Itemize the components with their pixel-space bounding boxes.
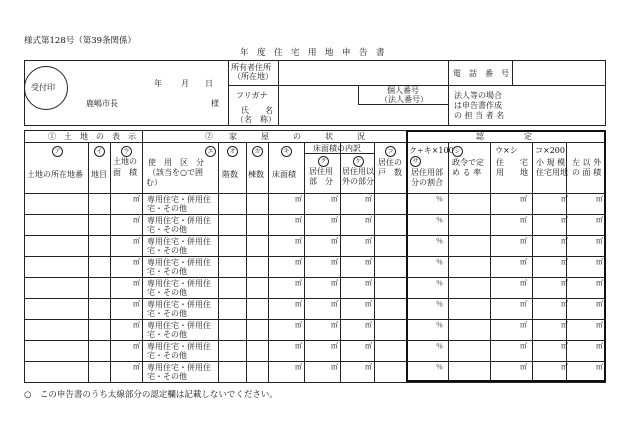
date-month: 月 xyxy=(181,79,189,88)
unit-ku: ㎡ xyxy=(331,216,338,224)
unit-ki: ㎡ xyxy=(295,237,302,245)
col-u-mark: ウ xyxy=(121,146,132,157)
unit-ke: ㎡ xyxy=(365,195,372,203)
section-house: ② 家 屋 の 状 況 xyxy=(205,132,365,141)
unit-u: ㎡ xyxy=(133,321,140,329)
form-label: 様式第128号（第39条関係） xyxy=(24,36,137,46)
table-row-line xyxy=(24,298,606,299)
col-ka-mark: カ xyxy=(252,146,263,157)
table-row-line xyxy=(24,235,606,236)
usage-option: 専用住宅・併用住 xyxy=(147,195,211,204)
col-sa-mark: サ xyxy=(410,156,421,167)
usage-option: 専用住宅・併用住 xyxy=(147,237,211,246)
table-bottom xyxy=(24,382,606,383)
unit-se: ㎡ xyxy=(561,195,568,203)
section-sep-1 xyxy=(142,130,143,142)
unit-se: ㎡ xyxy=(561,237,568,245)
unit-ku: ㎡ xyxy=(331,363,338,371)
col-ko-mark: コ xyxy=(385,146,396,157)
unit-ki: ㎡ xyxy=(295,258,302,266)
unit-su: ㎡ xyxy=(520,237,527,245)
col-shi-label-2: め る 率 xyxy=(452,168,482,177)
unit-sa: ％ xyxy=(436,300,443,308)
unit-se: ㎡ xyxy=(561,279,568,287)
col-line xyxy=(340,142,341,382)
unit-ki: ㎡ xyxy=(295,216,302,224)
unit-ki: ㎡ xyxy=(295,195,302,203)
col-line xyxy=(88,142,89,382)
unit-ki: ㎡ xyxy=(295,321,302,329)
col-su-label: 住 宅 xyxy=(496,158,528,167)
col-se-label: 小 規 模 xyxy=(536,158,566,167)
unit-ku: ㎡ xyxy=(331,279,338,287)
unit-so: ㎡ xyxy=(596,216,603,224)
section-land: ① 土 地 の 表 示 xyxy=(48,132,136,141)
col-line xyxy=(142,142,143,382)
furigana-label: フリガナ xyxy=(236,91,268,100)
unit-ke: ㎡ xyxy=(365,300,372,308)
date-day: 日 xyxy=(205,79,213,88)
table-row-line xyxy=(24,340,606,341)
unit-su: ㎡ xyxy=(520,300,527,308)
unit-su: ㎡ xyxy=(520,321,527,329)
unit-so: ㎡ xyxy=(596,237,603,245)
unit-su: ㎡ xyxy=(520,216,527,224)
col-ku-label: 居住用 xyxy=(309,167,333,176)
unit-sa: ％ xyxy=(436,258,443,266)
col-e-mark: エ xyxy=(205,146,216,157)
unit-u: ㎡ xyxy=(133,216,140,224)
table-row-line xyxy=(24,256,606,257)
col-i-mark: イ xyxy=(94,146,105,157)
col-se-head: コ×200 xyxy=(535,146,565,155)
usage-option: 専用住宅・併用住 xyxy=(147,363,211,372)
col-ku-label-2: 部 分 xyxy=(309,177,333,186)
usage-option: 専用住宅・併用住 xyxy=(147,258,211,267)
unit-so: ㎡ xyxy=(596,342,603,350)
unit-se: ㎡ xyxy=(561,321,568,329)
unit-su: ㎡ xyxy=(520,363,527,371)
col-e-label: 使 用 区 分 xyxy=(148,158,204,167)
unit-ku: ㎡ xyxy=(331,342,338,350)
usage-option-2: 宅・その他 xyxy=(147,372,187,381)
usage-option: 専用住宅・併用住 xyxy=(147,300,211,309)
unit-ki: ㎡ xyxy=(295,279,302,287)
unit-ke: ㎡ xyxy=(365,279,372,287)
unit-ki: ㎡ xyxy=(295,300,302,308)
col-ke-label: 居住用以 xyxy=(342,167,374,176)
col-line xyxy=(268,142,269,382)
usage-option: 専用住宅・併用住 xyxy=(147,216,211,225)
col-ko-label-2: 戸 数 xyxy=(378,168,402,177)
col-i-label: 地目 xyxy=(91,170,107,179)
unit-ke: ㎡ xyxy=(365,321,372,329)
corp-note-1: 法人等の場合 xyxy=(454,91,502,100)
col-su-label-2: 用 地 xyxy=(496,168,528,177)
usage-option-2: 宅・その他 xyxy=(147,351,187,360)
unit-ki: ㎡ xyxy=(295,342,302,350)
usage-option-2: 宅・その他 xyxy=(147,330,187,339)
unit-ku: ㎡ xyxy=(331,300,338,308)
usage-option-2: 宅・その他 xyxy=(147,246,187,255)
unit-sa: ％ xyxy=(436,279,443,287)
unit-se: ㎡ xyxy=(561,258,568,266)
col-sa-label: 居住用部 xyxy=(411,168,443,177)
unit-su: ㎡ xyxy=(520,342,527,350)
col-line xyxy=(218,142,219,382)
col-shi-mark: シ xyxy=(452,146,463,157)
col-so-label: 左 以 外 xyxy=(572,158,602,167)
unit-ke: ㎡ xyxy=(365,258,372,266)
col-a-label: 土地の所在地番 xyxy=(27,170,83,179)
unit-ke: ㎡ xyxy=(365,237,372,245)
unit-su: ㎡ xyxy=(520,195,527,203)
col-sa-label-2: 分の割合 xyxy=(411,178,443,187)
kojin-label-2: （法人番号） xyxy=(380,95,428,104)
col-u-label-2: 面 積 xyxy=(113,168,137,177)
col-line xyxy=(110,142,111,382)
col-so-label-2: の 面 積 xyxy=(572,168,602,177)
unit-sa: ％ xyxy=(436,195,443,203)
col-su-head: ウ×シ xyxy=(495,146,518,155)
unit-se: ㎡ xyxy=(561,363,568,371)
col-floor-breakdown: 床面積の内訳 xyxy=(313,144,361,153)
col-ka-label: 棟数 xyxy=(248,170,264,179)
unit-ku: ㎡ xyxy=(331,321,338,329)
owner-address-label: 所有者住所 xyxy=(231,63,271,72)
table-row-line xyxy=(24,214,606,215)
table-row-line xyxy=(24,361,606,362)
col-ke-label-2: 外の部分 xyxy=(342,177,374,186)
unit-so: ㎡ xyxy=(596,279,603,287)
usage-option: 専用住宅・併用住 xyxy=(147,342,211,351)
page-title: 年 度 住 宅 用 地 申 告 書 xyxy=(240,48,385,58)
corp-note-2: は申告書作成 xyxy=(454,101,502,110)
usage-option: 専用住宅・併用住 xyxy=(147,279,211,288)
unit-su: ㎡ xyxy=(520,258,527,266)
usage-option-2: 宅・その他 xyxy=(147,225,187,234)
unit-ke: ㎡ xyxy=(365,342,372,350)
col-e-label-2: （該当を○で囲 xyxy=(148,168,203,177)
unit-so: ㎡ xyxy=(596,363,603,371)
col-line xyxy=(304,142,305,382)
table-row-line xyxy=(24,277,606,278)
unit-sa: ％ xyxy=(436,216,443,224)
section-nintei: 認 定 xyxy=(476,132,532,141)
footnote: ○ この申告書のうち太線部分の認定欄は記載しないでください。 xyxy=(24,390,278,400)
unit-so: ㎡ xyxy=(596,195,603,203)
stamp-label: 受付印 xyxy=(31,83,55,92)
usage-option-2: 宅・その他 xyxy=(147,204,187,213)
col-o-mark: オ xyxy=(227,146,238,157)
col-se-label-2: 住宅用地 xyxy=(536,168,568,177)
name-label-2: （名 称） xyxy=(236,115,276,124)
col-o-label: 階数 xyxy=(222,170,238,179)
col-line xyxy=(246,142,247,382)
col-ko-label: 居住の xyxy=(378,158,402,167)
unit-u: ㎡ xyxy=(133,258,140,266)
col-sa-head: ク÷キ×100 xyxy=(409,146,454,155)
unit-se: ㎡ xyxy=(561,300,568,308)
unit-u: ㎡ xyxy=(133,300,140,308)
addressee: 鹿嶋市長 xyxy=(86,99,118,108)
col-ki-mark: キ xyxy=(281,146,292,157)
usage-option-2: 宅・その他 xyxy=(147,288,187,297)
unit-ke: ㎡ xyxy=(365,363,372,371)
col-ki-label: 床面積 xyxy=(272,170,296,179)
usage-option-2: 宅・その他 xyxy=(147,267,187,276)
date-year: 年 xyxy=(154,79,162,88)
name-label: 氏 名 xyxy=(241,106,273,115)
unit-su: ㎡ xyxy=(520,279,527,287)
unit-sa: ％ xyxy=(436,363,443,371)
table-row-line xyxy=(24,319,606,320)
usage-option: 専用住宅・併用住 xyxy=(147,321,211,330)
col-e-label-3: む） xyxy=(146,178,162,187)
unit-u: ㎡ xyxy=(133,363,140,371)
unit-ke: ㎡ xyxy=(365,216,372,224)
unit-u: ㎡ xyxy=(133,279,140,287)
unit-u: ㎡ xyxy=(133,342,140,350)
unit-se: ㎡ xyxy=(561,216,568,224)
unit-so: ㎡ xyxy=(596,300,603,308)
col-ku-mark: ク xyxy=(318,156,329,167)
corp-note-3: の 担 当 者 名 xyxy=(454,111,505,120)
unit-sa: ％ xyxy=(436,342,443,350)
unit-sa: ％ xyxy=(436,237,443,245)
col-shi-label: 政令で定 xyxy=(452,158,484,167)
kojin-label: 個人番号 xyxy=(387,86,419,95)
unit-ku: ㎡ xyxy=(331,237,338,245)
usage-option-2: 宅・その他 xyxy=(147,309,187,318)
sama: 様 xyxy=(211,99,219,108)
applicant-block xyxy=(24,60,606,126)
col-a-mark: ア xyxy=(52,146,63,157)
unit-se: ㎡ xyxy=(561,342,568,350)
unit-ki: ㎡ xyxy=(295,363,302,371)
unit-so: ㎡ xyxy=(596,321,603,329)
phone-label: 電 話 番 号 xyxy=(453,69,509,78)
unit-ku: ㎡ xyxy=(331,195,338,203)
col-u-label: 土地の xyxy=(113,157,137,166)
unit-u: ㎡ xyxy=(133,195,140,203)
unit-u: ㎡ xyxy=(133,237,140,245)
col-ke-mark: ケ xyxy=(353,156,364,167)
owner-address-label-2: （所在地） xyxy=(233,72,273,81)
col-line xyxy=(374,142,375,382)
unit-ku: ㎡ xyxy=(331,258,338,266)
unit-so: ㎡ xyxy=(596,258,603,266)
unit-sa: ％ xyxy=(436,321,443,329)
